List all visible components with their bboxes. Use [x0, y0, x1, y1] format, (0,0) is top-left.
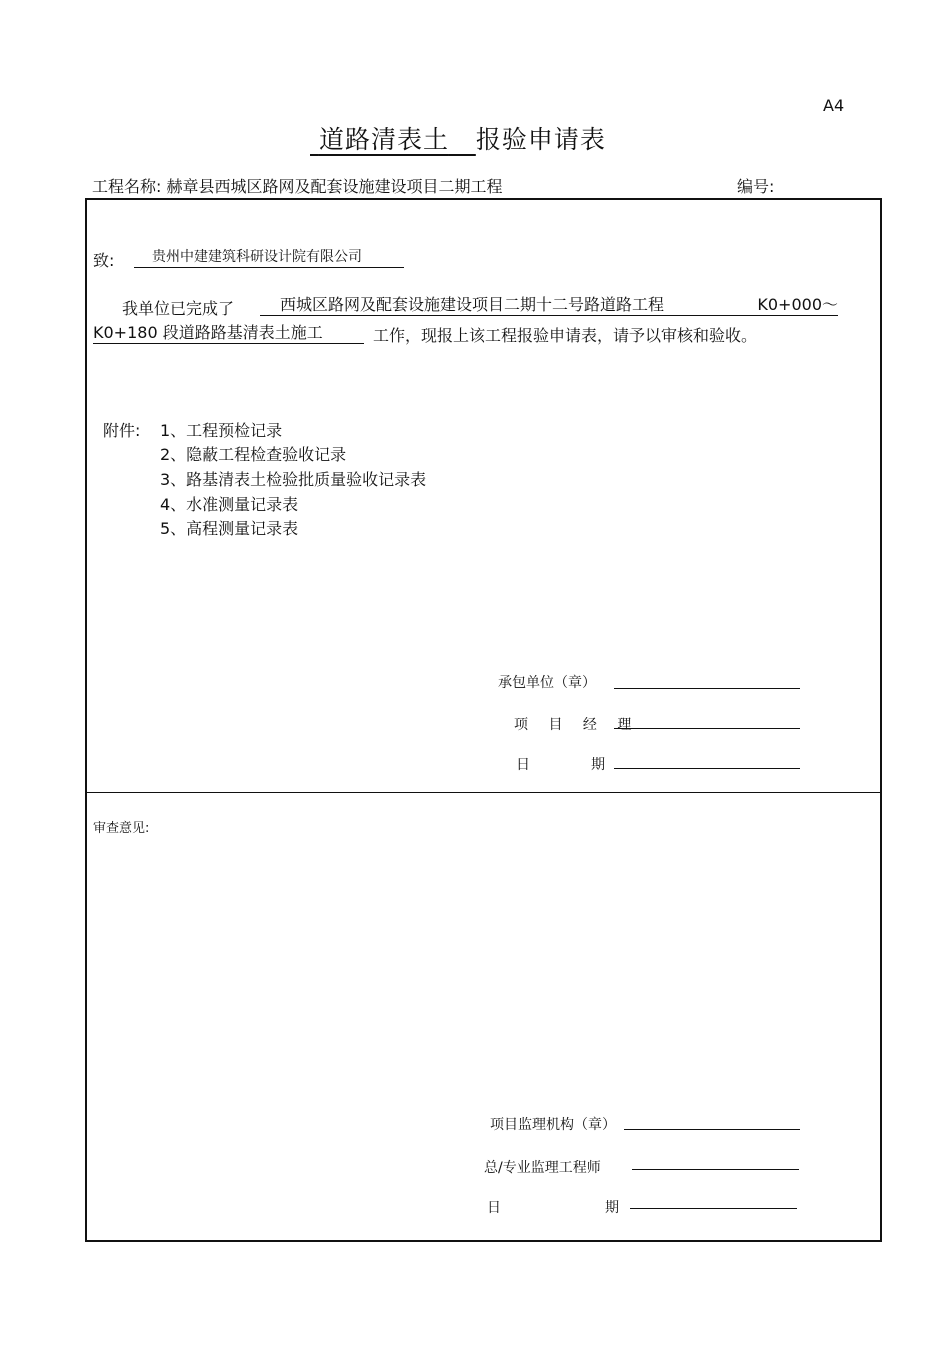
review-date-label-2: 期	[605, 1200, 619, 1216]
addressee-field[interactable]: 贵州中建建筑科研设计院有限公司	[134, 247, 404, 268]
attachments-label: 附件:	[103, 421, 141, 440]
attachment-item: 5、高程测量记录表	[160, 519, 299, 538]
project-manager-label: 项 目 经 理	[514, 717, 640, 733]
section-divider	[87, 792, 880, 793]
contractor-date-label-1: 日	[516, 757, 530, 773]
form-box	[85, 198, 882, 1242]
supervising-engineer-line[interactable]	[632, 1169, 799, 1170]
title-subject: 道路清表土	[318, 125, 449, 154]
title-suffix: 报验申请表	[475, 125, 606, 154]
page-title	[310, 120, 606, 156]
supervision-agency-line[interactable]	[624, 1129, 800, 1130]
statement-project-part: 西城区路网及配套设施建设项目二期十二号路道路工程	[280, 295, 665, 314]
project-manager-line[interactable]	[614, 728, 800, 729]
attachment-item: 1、工程预检记录	[160, 421, 283, 440]
statement-project-field[interactable]	[260, 295, 838, 316]
statement-station-start: K0+000～	[757, 295, 838, 314]
project-name-line	[92, 174, 503, 197]
form-code: A4	[823, 96, 845, 115]
statement-station-field[interactable]: K0+180 段道路路基清表土施工	[93, 323, 364, 344]
supervision-agency-label: 项目监理机构（章）	[490, 1117, 616, 1133]
supervising-engineer-label: 总/专业监理工程师	[484, 1160, 601, 1176]
project-name-value: 赫章县西城区路网及配套设施建设项目二期工程	[166, 177, 503, 196]
project-name-label: 工程名称:	[92, 177, 162, 196]
review-date-label-1: 日	[487, 1200, 501, 1216]
review-date-line[interactable]	[630, 1208, 797, 1209]
review-opinion-label: 审查意见:	[93, 821, 150, 836]
attachment-item: 3、路基清表土检验批质量验收记录表	[160, 470, 427, 489]
contractor-date-line[interactable]	[614, 768, 800, 769]
contractor-unit-line[interactable]	[614, 688, 800, 689]
attachment-item: 2、隐蔽工程检查验收记录	[160, 445, 347, 464]
statement-lead: 我单位已完成了	[122, 299, 235, 318]
form-number-label: 编号:	[737, 177, 775, 196]
addressee-label: 致:	[93, 251, 115, 270]
statement-tail: 工作，现报上该工程报验申请表，请予以审核和验收。	[373, 326, 758, 345]
attachment-item: 4、水准测量记录表	[160, 495, 299, 514]
contractor-unit-label: 承包单位（章）	[498, 675, 596, 691]
contractor-date-label-2: 期	[591, 757, 605, 773]
